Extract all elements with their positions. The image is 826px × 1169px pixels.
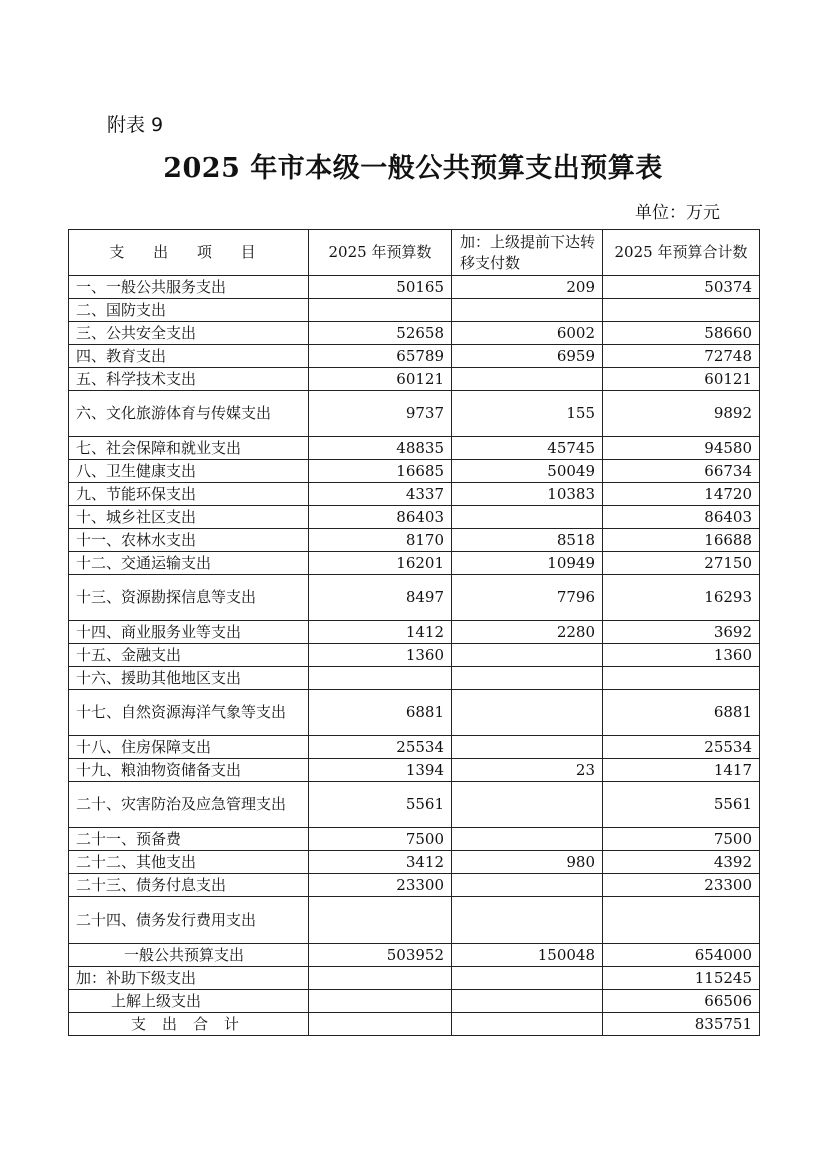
row-budget: 5561: [309, 782, 452, 828]
table-row: [69, 483, 760, 506]
header-item: 支 出 项 目: [69, 230, 309, 276]
row-total: 5561: [603, 782, 760, 828]
row-item: 二十二、其他支出: [69, 851, 309, 874]
table-row: [69, 575, 760, 621]
table-row: [69, 874, 760, 897]
row-transfer: [452, 874, 603, 897]
row-transfer: [452, 736, 603, 759]
row-transfer: [452, 299, 603, 322]
row-total: 4392: [603, 851, 760, 874]
row-transfer: 23: [452, 759, 603, 782]
row-total: 60121: [603, 368, 760, 391]
row-transfer: [452, 667, 603, 690]
row-item: 十三、资源勘探信息等支出: [69, 575, 309, 621]
table-row: [69, 736, 760, 759]
row-item: 十八、住房保障支出: [69, 736, 309, 759]
table-row: [69, 345, 760, 368]
row-item: 八、卫生健康支出: [69, 460, 309, 483]
row-budget: 48835: [309, 437, 452, 460]
row-budget: 8497: [309, 575, 452, 621]
row-total: 1360: [603, 644, 760, 667]
row-budget: 3412: [309, 851, 452, 874]
row-budget: 60121: [309, 368, 452, 391]
row-total: 115245: [603, 967, 760, 990]
row-budget: 16685: [309, 460, 452, 483]
row-item: 十四、商业服务业等支出: [69, 621, 309, 644]
summary-row-remit: [69, 990, 760, 1013]
row-budget: 50165: [309, 276, 452, 299]
row-item: 一般公共预算支出: [69, 944, 309, 967]
row-item: 五、科学技术支出: [69, 368, 309, 391]
row-total: 94580: [603, 437, 760, 460]
table-row: [69, 437, 760, 460]
row-total: 9892: [603, 391, 760, 437]
table-row: [69, 828, 760, 851]
table-row: [69, 759, 760, 782]
row-total: [603, 897, 760, 944]
table-row: [69, 552, 760, 575]
row-budget: 6881: [309, 690, 452, 736]
table-row: [69, 506, 760, 529]
row-total: 7500: [603, 828, 760, 851]
row-budget: 7500: [309, 828, 452, 851]
table-row: [69, 644, 760, 667]
row-transfer: 10383: [452, 483, 603, 506]
row-transfer: [452, 506, 603, 529]
table-row: [69, 368, 760, 391]
row-item: 上解上级支出: [69, 990, 309, 1013]
row-transfer: 45745: [452, 437, 603, 460]
row-transfer: 980: [452, 851, 603, 874]
row-transfer: [452, 897, 603, 944]
row-total: 50374: [603, 276, 760, 299]
row-total: 6881: [603, 690, 760, 736]
budget-table: [68, 229, 760, 1036]
row-transfer: 150048: [452, 944, 603, 967]
row-total: 3692: [603, 621, 760, 644]
row-item: 十二、交通运输支出: [69, 552, 309, 575]
row-budget: [309, 299, 452, 322]
row-transfer: [452, 644, 603, 667]
row-total: 16293: [603, 575, 760, 621]
row-item: 九、节能环保支出: [69, 483, 309, 506]
row-total: 58660: [603, 322, 760, 345]
row-item: 十五、金融支出: [69, 644, 309, 667]
summary-row-subsidy: [69, 967, 760, 990]
row-total: 86403: [603, 506, 760, 529]
row-item: 十七、自然资源海洋气象等支出: [69, 690, 309, 736]
row-item: 十、城乡社区支出: [69, 506, 309, 529]
annex-label: 附表 9: [107, 114, 164, 136]
row-budget: 52658: [309, 322, 452, 345]
table-row: [69, 276, 760, 299]
row-budget: 8170: [309, 529, 452, 552]
row-transfer: 7796: [452, 575, 603, 621]
row-item: 十六、援助其他地区支出: [69, 667, 309, 690]
row-transfer: 155: [452, 391, 603, 437]
row-transfer: [452, 782, 603, 828]
unit-label: 单位：万元: [635, 203, 720, 223]
row-total: 72748: [603, 345, 760, 368]
table-row: [69, 322, 760, 345]
row-item: 二十一、预备费: [69, 828, 309, 851]
row-budget: 16201: [309, 552, 452, 575]
row-transfer: 8518: [452, 529, 603, 552]
row-item: 二十、灾害防治及应急管理支出: [69, 782, 309, 828]
row-budget: 25534: [309, 736, 452, 759]
row-total: [603, 299, 760, 322]
row-transfer: 6002: [452, 322, 603, 345]
row-total: 835751: [603, 1013, 760, 1036]
row-transfer: [452, 368, 603, 391]
row-transfer: [452, 690, 603, 736]
table-row: [69, 782, 760, 828]
row-total: 23300: [603, 874, 760, 897]
row-item: 四、教育支出: [69, 345, 309, 368]
header-total: 2025 年预算合计数: [603, 230, 760, 276]
row-budget: 503952: [309, 944, 452, 967]
row-item: 二十三、债务付息支出: [69, 874, 309, 897]
row-budget: 4337: [309, 483, 452, 506]
row-budget: 1360: [309, 644, 452, 667]
table-row: [69, 529, 760, 552]
row-item: 一、一般公共服务支出: [69, 276, 309, 299]
row-budget: 86403: [309, 506, 452, 529]
row-budget: 65789: [309, 345, 452, 368]
page-title: 2025 年市本级一般公共预算支出预算表: [163, 153, 663, 184]
table-row: [69, 667, 760, 690]
row-item: 十九、粮油物资储备支出: [69, 759, 309, 782]
table-row: [69, 897, 760, 944]
row-transfer: 209: [452, 276, 603, 299]
row-total: 654000: [603, 944, 760, 967]
row-total: 27150: [603, 552, 760, 575]
row-total: [603, 667, 760, 690]
row-transfer: 50049: [452, 460, 603, 483]
row-transfer: [452, 828, 603, 851]
table-row: [69, 460, 760, 483]
table-header-row: [69, 230, 760, 276]
row-total: 16688: [603, 529, 760, 552]
summary-row-general-budget: [69, 944, 760, 967]
table-row: [69, 621, 760, 644]
row-transfer: 10949: [452, 552, 603, 575]
row-transfer: 6959: [452, 345, 603, 368]
row-total: 1417: [603, 759, 760, 782]
row-total: 66506: [603, 990, 760, 1013]
table-row: [69, 391, 760, 437]
row-item: 十一、农林水支出: [69, 529, 309, 552]
table-row: [69, 690, 760, 736]
row-budget: [309, 897, 452, 944]
header-budget: 2025 年预算数: [309, 230, 452, 276]
row-total: 25534: [603, 736, 760, 759]
summary-row-grand-total: [69, 1013, 760, 1036]
row-item: 支出合计: [69, 1013, 309, 1036]
table-row: [69, 299, 760, 322]
row-budget: 23300: [309, 874, 452, 897]
row-total: 14720: [603, 483, 760, 506]
row-budget: 9737: [309, 391, 452, 437]
row-transfer: 2280: [452, 621, 603, 644]
row-item: 二十四、债务发行费用支出: [69, 897, 309, 944]
row-budget: [309, 667, 452, 690]
row-item: 七、社会保障和就业支出: [69, 437, 309, 460]
row-item: 六、文化旅游体育与传媒支出: [69, 391, 309, 437]
row-item: 二、国防支出: [69, 299, 309, 322]
row-budget: 1412: [309, 621, 452, 644]
table-row: [69, 851, 760, 874]
row-item: 加：补助下级支出: [69, 967, 309, 990]
header-transfer: 加：上级提前下达转移支付数: [452, 230, 603, 276]
row-total: 66734: [603, 460, 760, 483]
row-item: 三、公共安全支出: [69, 322, 309, 345]
row-budget: 1394: [309, 759, 452, 782]
